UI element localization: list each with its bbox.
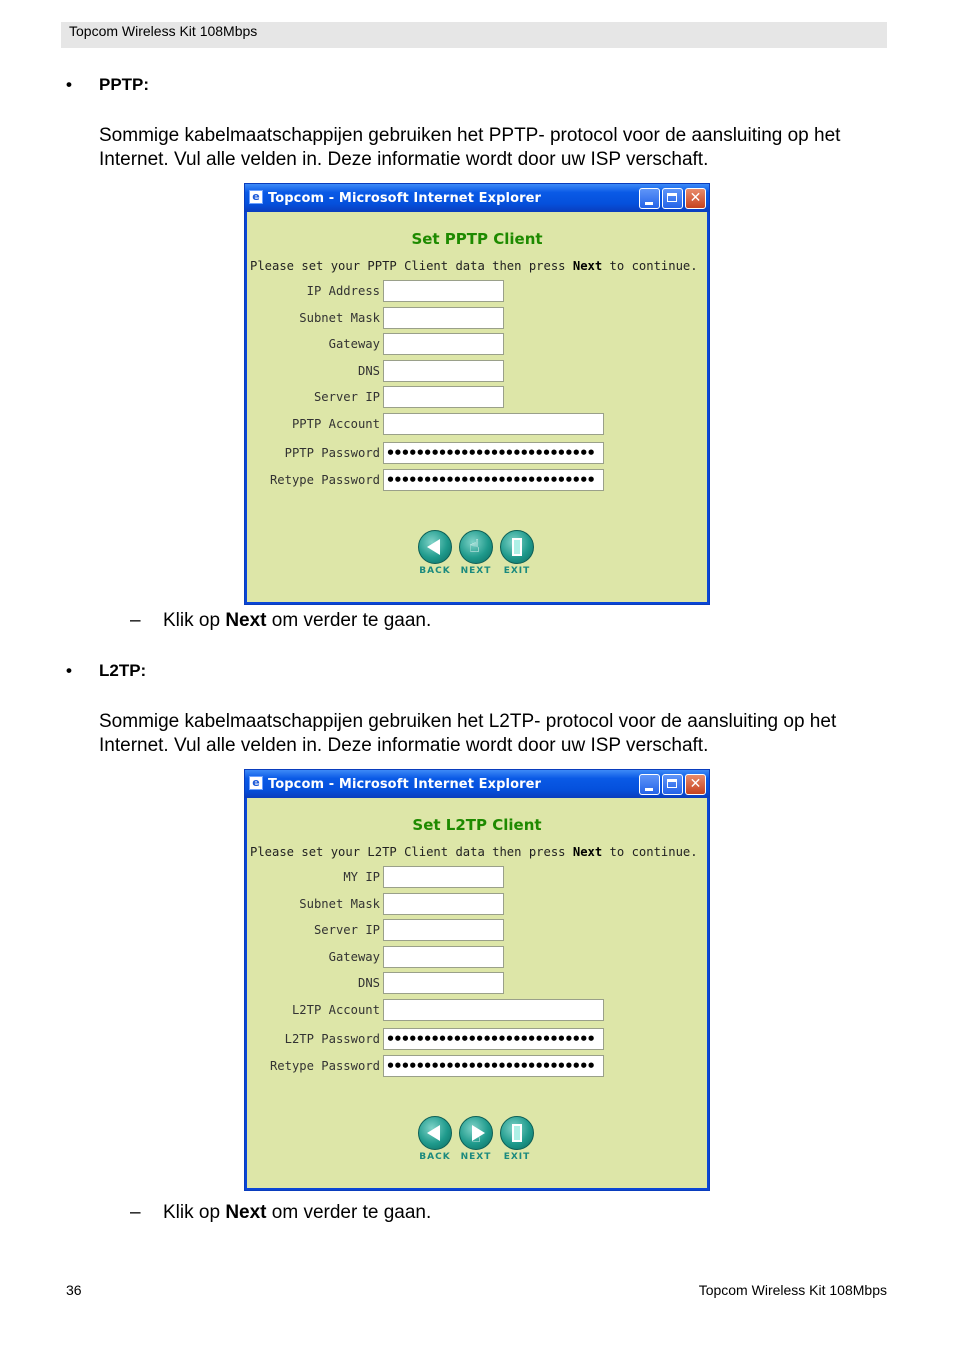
field-label: Gateway bbox=[328, 950, 380, 964]
field-label: PPTP Password bbox=[284, 446, 380, 460]
instructions-text: Please set your L2TP Client data then press bbox=[250, 845, 573, 859]
field-label: Gateway bbox=[328, 337, 380, 351]
ie-icon: e bbox=[249, 190, 263, 204]
window-content bbox=[247, 798, 707, 1188]
back-button[interactable] bbox=[416, 1116, 454, 1162]
para-line: Internet. Vul alle velden in. Deze informatie wordt door uw ISP verschaft. bbox=[99, 735, 709, 756]
hand-cursor-icon: ☝ bbox=[471, 1129, 481, 1146]
pptp-heading bbox=[66, 75, 149, 95]
step-text: om verder te gaan. bbox=[266, 1202, 432, 1223]
pptp-password-input[interactable] bbox=[383, 442, 604, 464]
ie-window-pptp bbox=[244, 183, 710, 605]
next-button[interactable] bbox=[457, 1116, 495, 1162]
next-button[interactable] bbox=[457, 530, 495, 576]
field-label: Subnet Mask bbox=[299, 897, 380, 911]
dash: – bbox=[130, 610, 141, 631]
minimize-button[interactable] bbox=[639, 188, 660, 209]
window-titlebar[interactable] bbox=[245, 184, 709, 212]
field-label: PPTP Account bbox=[291, 417, 380, 431]
footer-title: Topcom Wireless Kit 108Mbps bbox=[698, 1282, 887, 1298]
gateway-input[interactable] bbox=[383, 946, 504, 968]
exit-button[interactable] bbox=[498, 530, 536, 576]
ie-window-l2tp bbox=[244, 769, 710, 1191]
para-line: Sommige kabelmaatschappijen gebruiken het PPTP- protocol voor de aansluiting op het bbox=[99, 125, 841, 146]
instructions bbox=[250, 259, 698, 273]
bullet: • bbox=[66, 75, 72, 94]
window-title: Topcom - Microsoft Internet Explorer bbox=[268, 777, 542, 792]
exit-button[interactable] bbox=[498, 1116, 536, 1162]
heading-text: L2TP: bbox=[99, 661, 147, 680]
page-title: Set PPTP Client bbox=[411, 230, 543, 248]
heading-text: PPTP: bbox=[99, 75, 150, 94]
back-label: BACK bbox=[419, 1152, 451, 1162]
instructions-text: Please set your PPTP Client data then press bbox=[250, 259, 573, 273]
field-label: Retype Password bbox=[269, 1059, 380, 1073]
maximize-button[interactable] bbox=[662, 774, 683, 795]
l2tp-heading bbox=[66, 661, 146, 681]
step-text: om verder te gaan. bbox=[266, 610, 432, 631]
l2tp-paragraph bbox=[99, 710, 899, 758]
back-button[interactable] bbox=[416, 530, 454, 576]
field-label: Server IP bbox=[313, 923, 380, 937]
instructions-bold: Next bbox=[572, 259, 603, 273]
exit-label: EXIT bbox=[503, 1152, 531, 1162]
instructions-bold: Next bbox=[572, 845, 603, 859]
instructions-text: to continue. bbox=[602, 259, 698, 273]
close-button[interactable]: ✕ bbox=[685, 188, 706, 209]
back-label: BACK bbox=[419, 566, 451, 576]
page-title: Set L2TP Client bbox=[412, 816, 542, 834]
field-label: DNS bbox=[357, 976, 380, 990]
page-number: 36 bbox=[66, 1282, 82, 1298]
bullet: • bbox=[66, 661, 72, 680]
next-label: NEXT bbox=[460, 1152, 492, 1162]
field-label: Retype Password bbox=[269, 473, 380, 487]
window-titlebar[interactable] bbox=[245, 770, 709, 798]
field-label: DNS bbox=[357, 364, 380, 378]
running-header bbox=[61, 22, 887, 48]
dns-input[interactable] bbox=[383, 972, 504, 994]
back-arrow-icon bbox=[418, 1116, 452, 1150]
dash: – bbox=[130, 1202, 141, 1223]
pptp-paragraph bbox=[99, 124, 899, 172]
l2tp-account-input[interactable] bbox=[383, 999, 604, 1021]
step-text: Klik op bbox=[163, 1202, 226, 1223]
window-title: Topcom - Microsoft Internet Explorer bbox=[268, 191, 542, 206]
server-ip-input[interactable] bbox=[383, 919, 504, 941]
close-button[interactable]: ✕ bbox=[685, 774, 706, 795]
retype-password-input[interactable] bbox=[383, 469, 604, 491]
l2tp-password-input[interactable] bbox=[383, 1028, 604, 1050]
step-bold: Next bbox=[225, 1202, 267, 1223]
exit-label: EXIT bbox=[503, 566, 531, 576]
subnet-mask-input[interactable] bbox=[383, 893, 504, 915]
dns-input[interactable] bbox=[383, 360, 504, 382]
para-line: Sommige kabelmaatschappijen gebruiken het L2TP- protocol voor de aansluiting op het bbox=[99, 711, 837, 732]
field-label: IP Address bbox=[306, 284, 380, 298]
field-label: Server IP bbox=[313, 390, 380, 404]
window-content bbox=[247, 212, 707, 602]
ie-icon: e bbox=[249, 776, 263, 790]
instructions bbox=[250, 845, 698, 859]
field-label: MY IP bbox=[343, 870, 380, 884]
step-bold: Next bbox=[225, 610, 267, 631]
field-label: L2TP Account bbox=[291, 1003, 380, 1017]
minimize-button[interactable] bbox=[639, 774, 660, 795]
ip-address-input[interactable] bbox=[383, 280, 504, 302]
server-ip-input[interactable] bbox=[383, 386, 504, 408]
maximize-button[interactable] bbox=[662, 188, 683, 209]
field-label: L2TP Password bbox=[284, 1032, 380, 1046]
hand-cursor-icon: ☝ bbox=[459, 530, 493, 564]
field-label: Subnet Mask bbox=[299, 311, 380, 325]
step-text: Klik op bbox=[163, 610, 226, 631]
next-label: NEXT bbox=[460, 566, 492, 576]
exit-door-icon bbox=[500, 530, 534, 564]
para-line: Internet. Vul alle velden in. Deze informatie wordt door uw ISP verschaft. bbox=[99, 149, 709, 170]
l2tp-step bbox=[130, 1201, 431, 1225]
back-arrow-icon bbox=[418, 530, 452, 564]
retype-password-input[interactable] bbox=[383, 1055, 604, 1077]
header-title: Topcom Wireless Kit 108Mbps bbox=[69, 23, 258, 39]
my-ip-input[interactable] bbox=[383, 866, 504, 888]
gateway-input[interactable] bbox=[383, 333, 504, 355]
next-arrow-icon bbox=[459, 1116, 493, 1150]
instructions-text: to continue. bbox=[602, 845, 698, 859]
exit-door-icon bbox=[500, 1116, 534, 1150]
pptp-step bbox=[130, 609, 431, 633]
pptp-account-input[interactable] bbox=[383, 413, 604, 435]
subnet-mask-input[interactable] bbox=[383, 307, 504, 329]
